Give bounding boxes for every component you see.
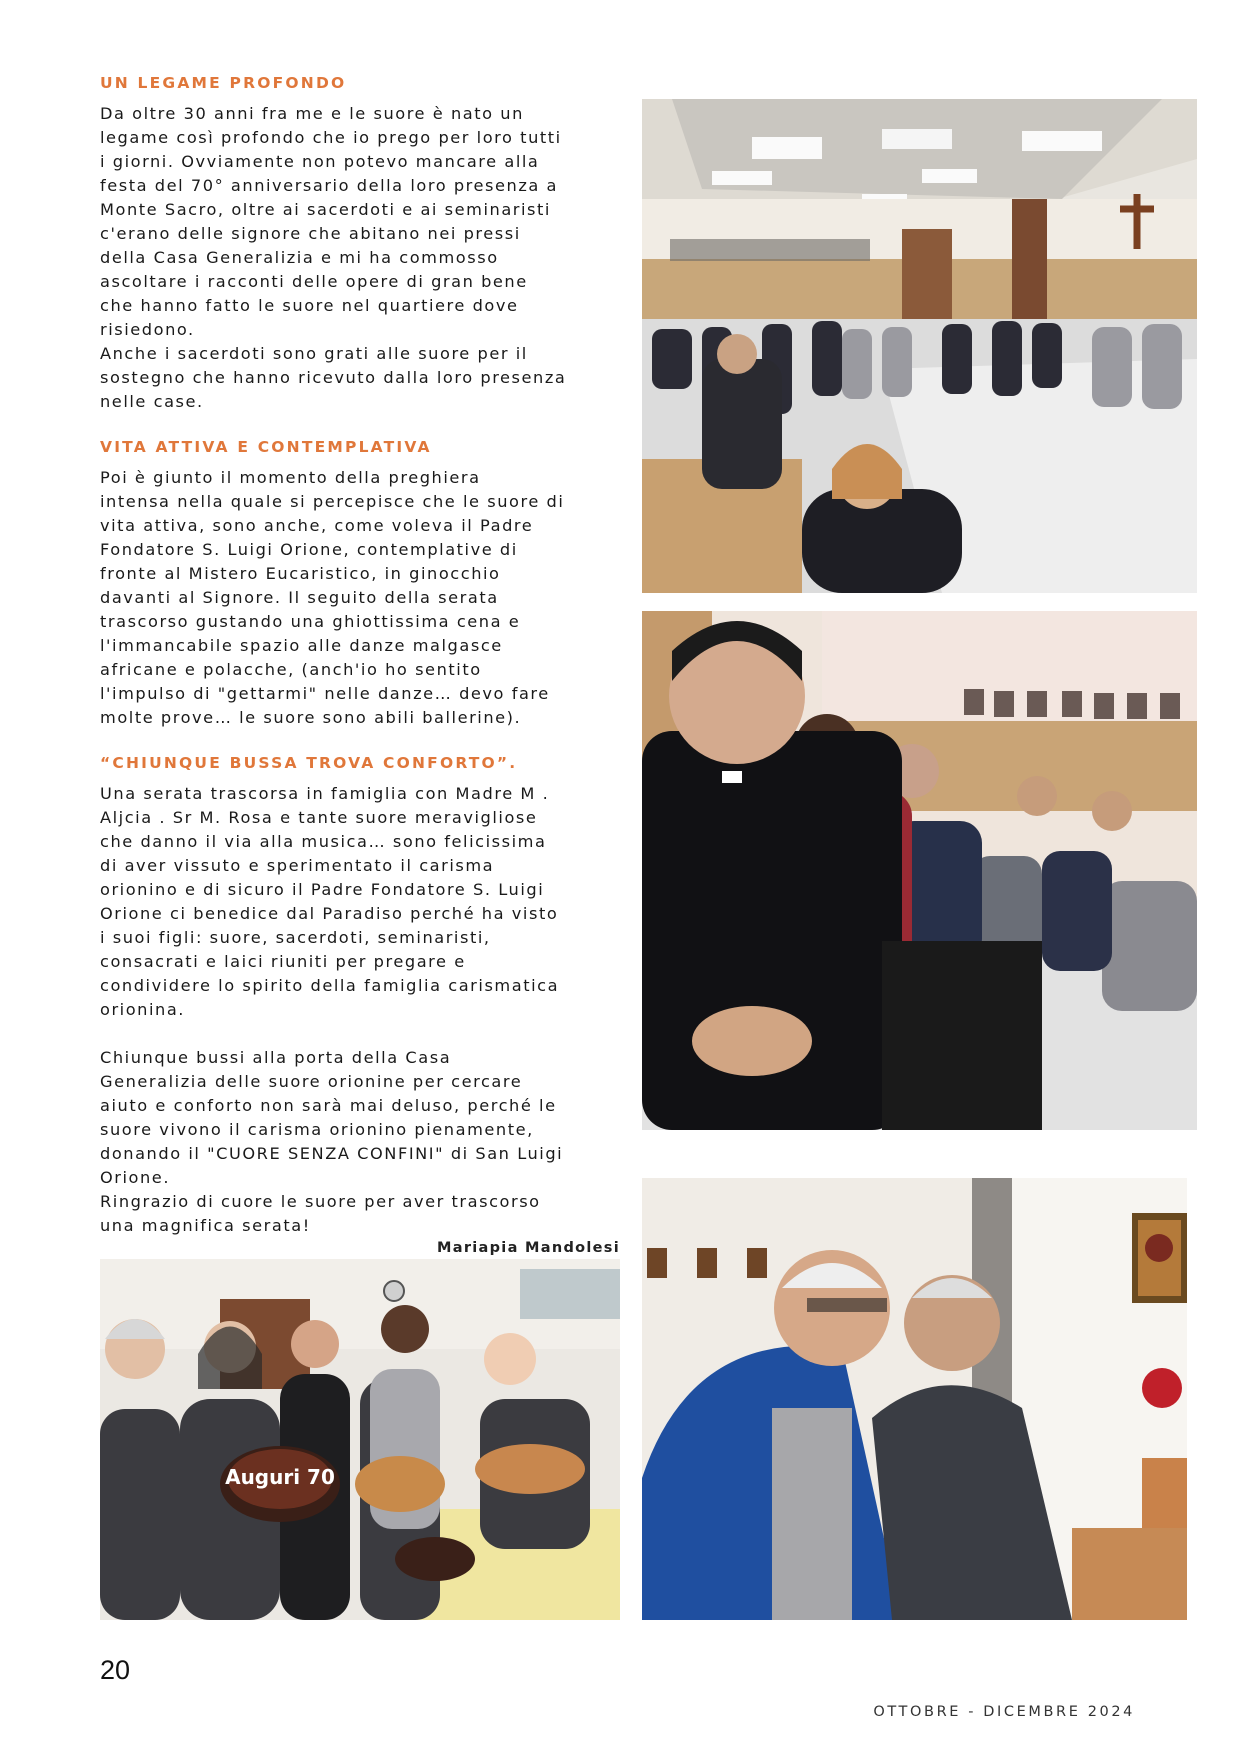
photo-sisters-with-cakes xyxy=(100,1259,620,1620)
section-heading-chiunque-bussa: “CHIUNQUE BUSSA TROVA CONFORTO”. xyxy=(100,754,518,772)
issue-date: OTTOBRE - DICEMBRE 2024 xyxy=(873,1704,1135,1720)
paragraph-serata: Una serata trascorsa in famiglia con Madre M . Aljcia . Sr M. Rosa e tante suore meravigliose che danno il via alla musica… sono felicissima di aver vissuto e sperimentato il carisma orionino e di sicuro il Padre Fondatore S. Luigi Orione ci benedice dal Paradiso perché ha visto i suoi figli: suore, sacerdoti, seminaristi, consacrati e laici riuniti per pregare e condividere lo spirito della famiglia carismatica orionina. xyxy=(100,784,560,1019)
article-column xyxy=(100,74,620,1256)
section-heading-legame: UN LEGAME PROFONDO xyxy=(100,74,347,92)
paragraph-legame: Da oltre 30 anni fra me e le suore è nato un legame così profondo che io prego per loro tutti i giorni. Ovviamente non potevo mancare alla festa del 70° anniversario della loro presenza a Monte Sacro, oltre ai sacerdoti e ai seminaristi c'erano delle signore che abitano nei pressi della Casa Generalizia e mi ha commosso ascoltare i racconti delle opere di gran bene che hanno fatto le suore nel quartiere dove risiedono. Anche i sacerdoti sono grati alle suore per il sostegno che hanno ricevuto dalla loro presenza nelle case. xyxy=(100,104,567,411)
photo-assembly-hall xyxy=(642,99,1197,593)
section-heading-vita-attiva: VITA ATTIVA E CONTEMPLATIVA xyxy=(100,438,432,456)
paragraph-vita-attiva: Poi è giunto il momento della preghiera intensa nella quale si percepisce che le suore di vita attiva, sono anche, come voleva il Padre Fondatore S. Luigi Orione, contemplative di fronte al Mistero Eucaristico, in ginocchio davanti al Signore. Il seguito della serata trascorso gustando una ghiottissima cena e l'immancabile spazio alle danze malgasce africane e polacche, (anch'io ho sentito l'impulso di "gettarmi" nelle danze… devo fare molte prove… le suore sono abili ballerine). xyxy=(100,468,565,727)
photo-seated-guests xyxy=(642,611,1197,1130)
cake-lettering: Auguri 70 xyxy=(225,1465,335,1489)
photo-two-men-chapel xyxy=(642,1178,1187,1620)
author-signature: Mariapia Mandolesi xyxy=(437,1240,620,1256)
paragraph-chiunque: Chiunque bussi alla porta della Casa Generalizia delle suore orionine per cercare aiuto e conforto non sarà mai deluso, perché le suore vivono il carisma orionino pienamente, donando il "CUORE SENZA CONFINI" di San Luigi Orione. Ringrazio di cuore le suore per aver trascorso una magnifica serata! xyxy=(100,1048,564,1235)
page-number: 20 xyxy=(100,1655,131,1685)
